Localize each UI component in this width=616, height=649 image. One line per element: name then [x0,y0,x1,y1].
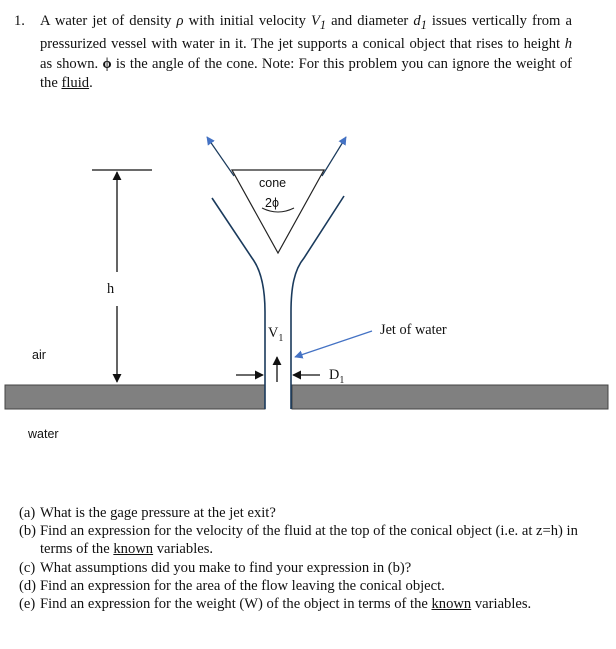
diameter-subscript: 1 [420,17,427,32]
problem-text-part: issues vertically from a pressurized vessel with water in it. The jet supports a conical object that rises to height [40,13,572,53]
question-letter: (b) [19,523,37,540]
question-letter: (e) [19,596,36,613]
angle-label: 2ϕ [265,196,279,210]
angle-symbol: ϕ [102,55,112,72]
question-text: Find an expression for the area of the flow leaving the conical object. [40,577,445,594]
known-underlined: known [113,541,154,558]
diameter-symbol: d [413,13,421,29]
diameter-label-sub: 1 [339,374,345,386]
density-symbol: ρ [176,13,184,29]
question-item [19,577,579,595]
question-text: Find an expression for the velocity of the fluid at the top of the conical object (i.e. at z=h) in terms of the [40,523,578,558]
problem-text-part: and diameter [325,13,414,29]
question-text: What assumptions did you make to find your expression in (b)? [40,559,412,576]
diameter-label [329,367,344,386]
question-text-end: variables. [471,596,532,613]
problem-text-part: . [89,75,93,92]
question-item [19,559,579,577]
problem-text-part: A water jet of density [40,13,177,29]
question-letter: (c) [19,559,36,576]
fluid-underlined: fluid [61,75,90,92]
jet-of-water-label: Jet of water [380,322,447,338]
water-label: water [28,427,59,441]
velocity-symbol: V [310,13,320,29]
problem-text-part: with initial velocity [183,13,311,29]
cone-label: cone [259,176,287,190]
question-letter: (a) [19,505,36,521]
velocity-label-letter: V [268,325,279,341]
question-text: Find an expression for the weight (W) of the object in terms of the [40,596,432,613]
question-letter: (d) [19,577,37,594]
problem-number: 1. [14,13,25,29]
diameter-label-letter: D [329,367,340,383]
question-text: What is the gage pressure at the jet exit? [40,505,276,521]
height-label: h [107,281,115,297]
velocity-label [268,325,283,344]
jet-left-edge [212,198,265,409]
question-item [19,522,579,558]
question-item [19,595,579,613]
problem-text-part: is the angle of the cone. Note: For this problem you can ignore the weight of the [40,55,572,92]
question-item [19,504,579,522]
air-label: air [32,348,46,362]
known-underlined: known [431,596,472,613]
velocity-label-sub: 1 [278,332,284,344]
outflow-arrow-right [322,137,346,176]
question-text-end: variables. [153,541,214,558]
problem-text-part: as shown. [40,55,103,72]
question-list [19,504,579,613]
outflow-arrow-left [207,137,234,176]
jet-pointer [295,331,372,357]
vessel-plate-left [5,385,265,409]
velocity-subscript: 1 [319,17,326,32]
vessel-plate-right [292,385,608,409]
height-symbol: h [564,36,572,53]
